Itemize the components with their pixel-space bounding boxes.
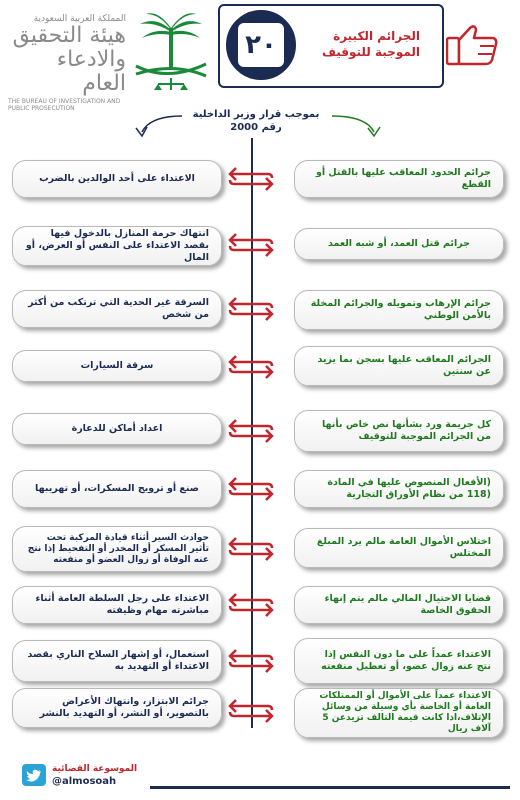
left-crime-box: حوادث السير أثناء قيادة المركبة تحت تأثير المسكر أو المخدر أو التفحيط إذا نتج عنه الوفاة أو زوال العضو أو منفعته (12, 526, 222, 572)
swap-arrows-icon (226, 294, 276, 324)
left-crime-box: الاعتداء على رجل السلطة العامة أثناء مباشرته مهام وظيفته (12, 586, 222, 624)
right-crime-box: قضايا الاحتيال المالي مالم يتم إنهاء الحقوق الخاصة (294, 586, 504, 624)
left-crime-box: صنع أو ترويج المسكرات، أو تهريبها (12, 470, 222, 508)
left-crime-box: اعداد أماكن للدعارة (12, 413, 222, 445)
swap-arrows-icon (226, 474, 276, 504)
right-crime-box: جرائم الإرهاب وتمويله والجرائم المخلة بالأمن الوطني (294, 290, 504, 330)
left-crime-box: سرقة السيارات (12, 350, 222, 382)
left-crime-box: انتهاك حرمة المنازل بالدخول فيها بقصد الاعتداء على النفس أو العرض، أو المال (12, 226, 222, 266)
left-crime-box: السرقة غير الحدية التي ترتكب من أكثر من شخص (12, 290, 222, 328)
swap-arrows-icon (226, 230, 276, 260)
page-title: الجرائم الكبيرة الموجبة للتوقيف (321, 29, 420, 59)
right-crime-box: الجرائم المعاقب عليها بسجن بما يزيد عن سنتين (294, 346, 504, 386)
swap-arrows-icon (226, 534, 276, 564)
left-crime-box: استعمال، أو إشهار السلاح الناري بقصد الاعتداء أو التهديد به (12, 640, 222, 682)
right-crime-box: كل جريمة ورد بشأنها نص خاص بأنها من الجرائم الموجبة للتوقيف (294, 410, 504, 452)
twitter-icon[interactable] (22, 764, 46, 786)
right-crime-box: (الأفعال المنصوص عليها في المادة (118 من نظام الأوراق التجارية (294, 470, 504, 508)
saudi-emblem-icon (128, 8, 214, 92)
swap-arrows-icon (226, 416, 276, 446)
left-crime-box: الاعتداء على أحد الوالدين بالضرب (12, 160, 222, 198)
swap-arrows-icon (226, 696, 276, 726)
right-crime-box: اختلاس الأموال العامة مالم يرد المبلغ المختلس (294, 528, 504, 568)
left-crime-box: جرائم الابتزاز، وانتهاك الأعراض بالتصوير، أو النشر، أو التهديد بالنشر (12, 688, 222, 728)
swap-arrows-icon (226, 590, 276, 620)
decree-subheading: بموجب قرار وزير الداخلية رقم 2000 (192, 109, 320, 133)
footer-account-name: الموسوعة القضائية (52, 764, 138, 774)
footer-divider (150, 786, 510, 789)
right-crime-box: الاعتداء عمداً على الأموال أو الممتلكات العامة أو الخاصة بأي وسيلة من وسائل الإتلاف،اذا كانت قيمة التالف تزيدعن 5 آلاف ريال (294, 688, 504, 738)
right-crime-box: الاعتداء عمداً على ما دون النفس إذا نتج عنه زوال عضو، أو تعطيل منفعته (294, 638, 504, 684)
org-english-name: THE BUREAU OF INVESTIGATION AND PUBLIC PROSECUTION (8, 98, 121, 112)
swap-arrows-icon (226, 646, 276, 676)
footer-twitter-handle[interactable]: @almosoah (52, 776, 117, 787)
right-crime-box: جرائم الحدود المعاقب عليها بالقتل أو القطع (294, 160, 504, 198)
thumbs-up-icon (446, 24, 498, 66)
org-logo-text (8, 14, 126, 112)
swap-arrows-icon (226, 352, 276, 382)
swap-arrows-icon (226, 164, 276, 194)
org-country: المملكة العربية السعودية (33, 14, 126, 24)
badge-number: ٢٠ (245, 30, 277, 60)
right-crime-box: جرائم قتل العمد، أو شبه العمد (294, 228, 504, 260)
org-name: هيئة التحقيق والادعاء العام (12, 23, 126, 96)
